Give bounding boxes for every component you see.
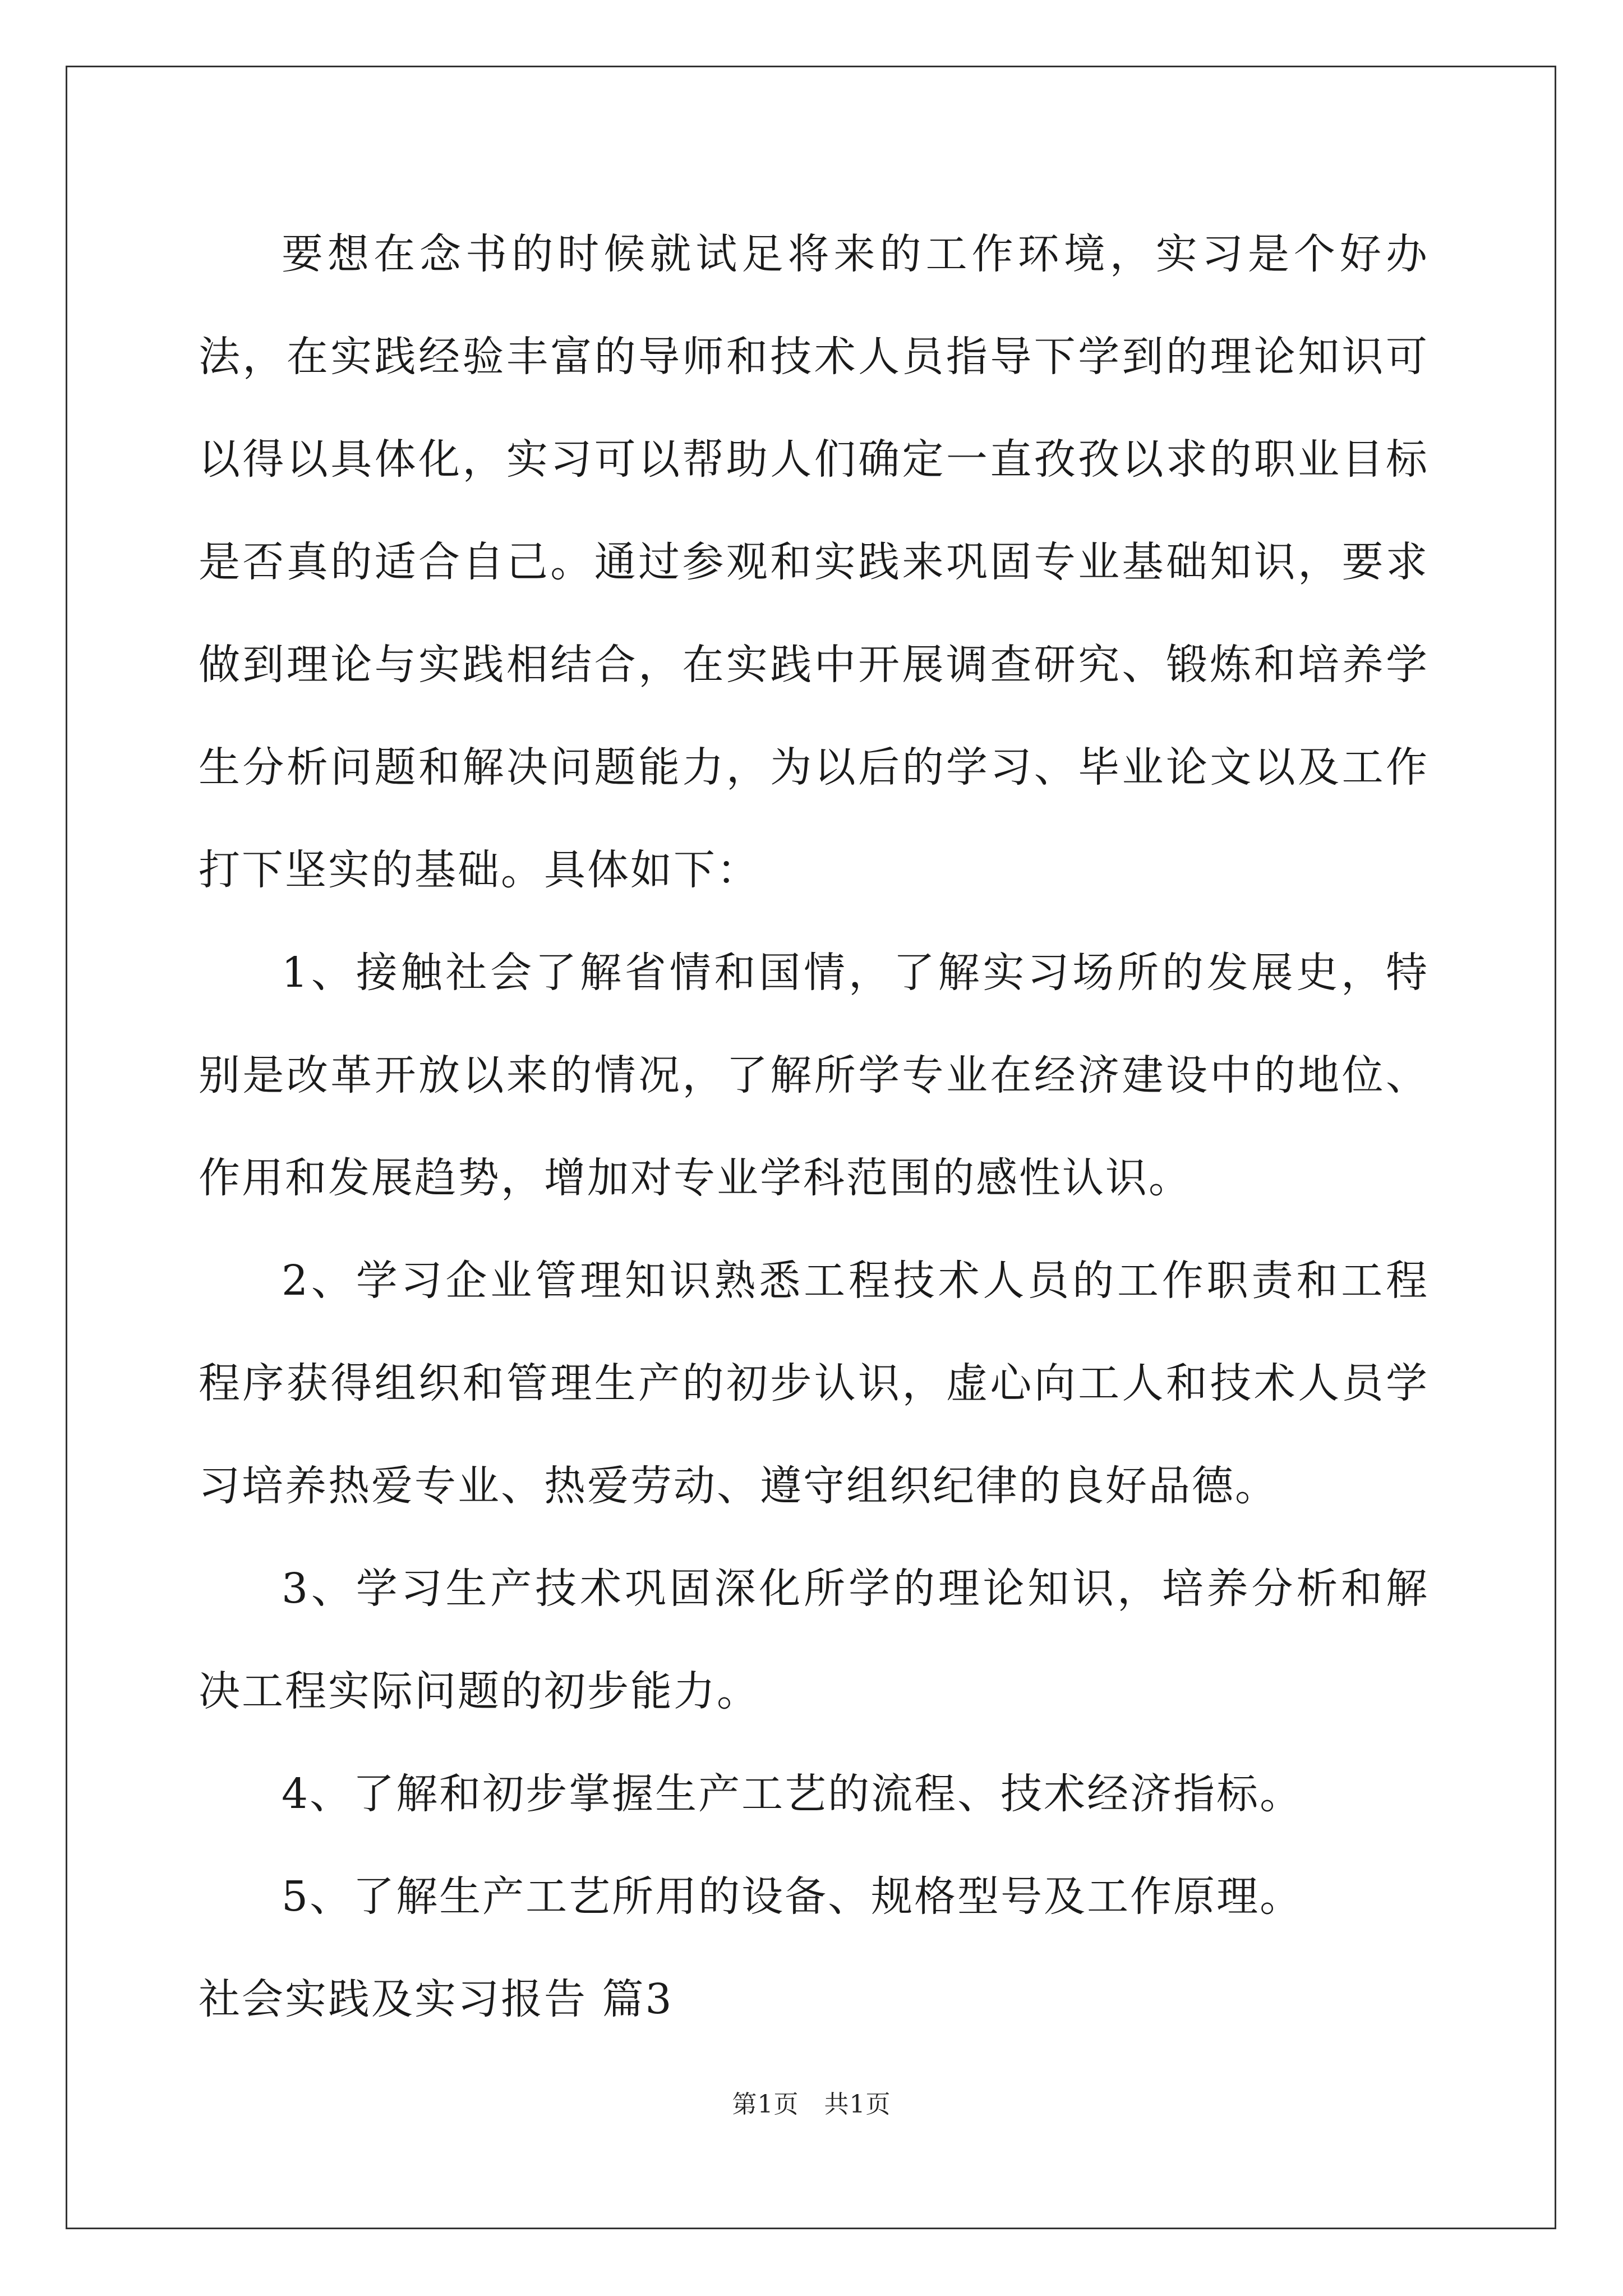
page-total: 共1页: [824, 2090, 891, 2119]
paragraph-item-3: 3、学习生产技术巩固深化所学的理论知识，培养分析和解决工程实际问题的初步能力。: [199, 1565, 1429, 1715]
document-body: [199, 203, 1429, 2051]
page-footer: [0, 2088, 1623, 2122]
paragraph-item-2: 2、学习企业管理知识熟悉工程技术人员的工作职责和工程程序获得组织和管理生产的初步认识，虚心向工人和技术人员学习培养热爱专业、热爱劳动、遵守组织纪律的良好品德。: [199, 1257, 1429, 1510]
page-number: 第1页: [732, 2090, 799, 2119]
paragraph-item-4: 4、了解和初步掌握生产工艺的流程、技术经济指标。: [282, 1770, 1303, 1818]
paragraph-item-1: 1、接触社会了解省情和国情，了解实习场所的发展史，特别是改革开放以来的情况，了解所学专业在经济建设中的地位、作用和发展趋势，增加对专业学科范围的感性认识。: [199, 949, 1429, 1202]
paragraph-item-5: 5、了解生产工艺所用的设备、规格型号及工作原理。: [282, 1872, 1303, 1921]
section-heading: 社会实践及实习报告 篇3: [199, 1975, 674, 2023]
paragraph-intro: 要想在念书的时候就试足将来的工作环境，实习是个好办法，在实践经验丰富的导师和技术人员指导下学到的理论知识可以得以具体化，实习可以帮助人们确定一直孜孜以求的职业目标是否真的适合自己。通过参观和实践来巩固专业基础知识，要求做到理论与实践相结合，在实践中开展调查研究、锻炼和培养学生分析问题和解决问题能力，为以后的学习、毕业论文以及工作打下坚实的基础。具体如下：: [199, 230, 1429, 894]
